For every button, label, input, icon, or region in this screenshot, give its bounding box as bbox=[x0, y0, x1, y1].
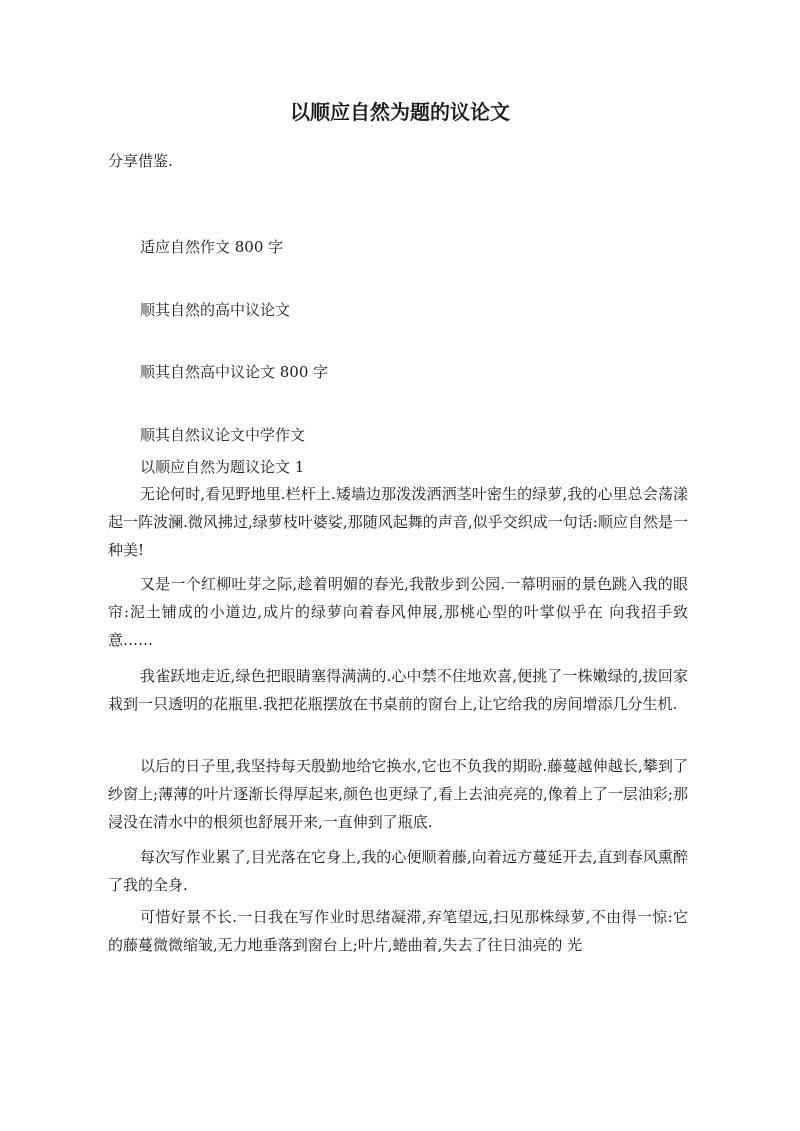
section-heading: 以顺应自然为题议论文 1 bbox=[140, 458, 305, 476]
body-paragraph-4: 以后的日子里,我坚持每天殷勤地给它换水,它也不负我的期盼.藤蔓越伸越长,攀到了纱窗上;薄薄的叶片逐渐长得厚起来,颜色也更绿了,看上去油亮亮的,像着上了一层油彩;那浸没在清水中的根须也舒展开来,一直伸到了瓶底. bbox=[108, 757, 688, 831]
related-article-1[interactable]: 适应自然作文 800 字 bbox=[140, 238, 284, 256]
related-article-3[interactable]: 顺其自然高中议论文 800 字 bbox=[140, 363, 329, 381]
body-paragraph-1: 无论何时,看见野地里.栏杆上.矮墙边那泼泼洒洒茎叶密生的绿萝,我的心里总会荡漾起一阵波澜.微风拂过,绿萝枝叶婆娑,那随风起舞的声音,似乎交织成一句话:顺应自然是一种美! bbox=[108, 485, 688, 559]
body-paragraph-2: 又是一个红柳吐芽之际,趁着明媚的春光,我散步到公园.一幕明丽的景色跳入我的眼帘:泥土铺成的小道边,成片的绿萝向着春风伸展,那桃心型的叶掌似乎在 向我招手致意…… bbox=[108, 575, 688, 649]
related-article-4[interactable]: 顺其自然议论文中学作文 bbox=[140, 426, 306, 444]
body-paragraph-3: 我雀跃地走近,绿色把眼睛塞得满满的.心中禁不住地欢喜,便挑了一株嫩绿的,拔回家栽到一只透明的花瓶里.我把花瓶摆放在书桌前的窗台上,让它给我的房间增添几分生机. bbox=[108, 667, 688, 713]
related-article-2[interactable]: 顺其自然的高中议论文 bbox=[140, 301, 291, 319]
body-paragraph-6: 可惜好景不长.一日我在写作业时思绪凝滞,弃笔望远,扫见那株绿萝,不由得一惊:它的藤蔓微微缩皱,无力地垂落到窗台上;叶片,蜷曲着,失去了往日油亮的 光 bbox=[108, 908, 688, 954]
share-line: 分享借鉴. bbox=[108, 152, 173, 170]
document-title: 以顺应自然为题的议论文 bbox=[290, 100, 510, 124]
body-paragraph-5: 每次写作业累了,目光落在它身上,我的心便顺着藤,向着远方蔓延开去,直到春风熏醉了我的全身. bbox=[108, 848, 688, 894]
